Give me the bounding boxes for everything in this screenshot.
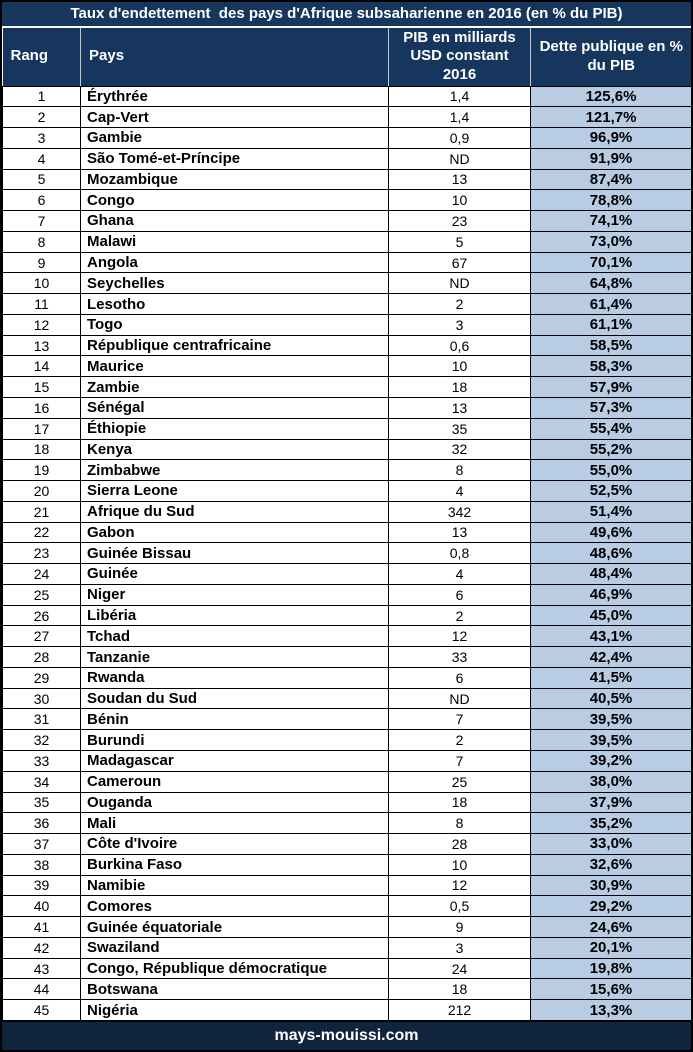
debt-cell: 45,0% — [531, 605, 692, 626]
rank-cell: 37 — [3, 834, 81, 855]
table-row — [3, 231, 692, 252]
country-cell: Tanzanie — [81, 647, 389, 668]
gdp-cell: 32 — [389, 439, 531, 460]
table-row — [3, 647, 692, 668]
country-cell: Ouganda — [81, 792, 389, 813]
debt-cell: 96,9% — [531, 128, 692, 149]
gdp-cell: 4 — [389, 481, 531, 502]
table-row — [3, 211, 692, 232]
rank-cell: 21 — [3, 501, 81, 522]
country-cell: Cap-Vert — [81, 107, 389, 128]
table-row — [3, 958, 692, 979]
gdp-cell: 13 — [389, 522, 531, 543]
debt-cell: 64,8% — [531, 273, 692, 294]
gdp-cell: 1,4 — [389, 107, 531, 128]
country-cell: Côte d'Ivoire — [81, 834, 389, 855]
table-row — [3, 979, 692, 1000]
column-header-gdp: PIB en milliards USD constant 2016 — [389, 28, 531, 86]
rank-cell: 28 — [3, 647, 81, 668]
country-cell: Afrique du Sud — [81, 501, 389, 522]
rank-cell: 26 — [3, 605, 81, 626]
column-header-debt: Dette publique en % du PIB — [531, 28, 692, 86]
country-cell: Niger — [81, 584, 389, 605]
country-cell: Guinée Bissau — [81, 543, 389, 564]
debt-cell: 32,6% — [531, 854, 692, 875]
debt-cell: 125,6% — [531, 86, 692, 107]
rank-cell: 2 — [3, 107, 81, 128]
table-row — [3, 751, 692, 772]
table-row — [3, 128, 692, 149]
gdp-cell: ND — [389, 688, 531, 709]
table-row — [3, 667, 692, 688]
country-cell: Rwanda — [81, 667, 389, 688]
debt-cell: 13,3% — [531, 1000, 692, 1021]
gdp-cell: 2 — [389, 605, 531, 626]
rank-cell: 19 — [3, 460, 81, 481]
gdp-cell: 0,9 — [389, 128, 531, 149]
country-cell: Guinée — [81, 564, 389, 585]
rank-cell: 31 — [3, 709, 81, 730]
debt-cell: 46,9% — [531, 584, 692, 605]
rank-cell: 45 — [3, 1000, 81, 1021]
gdp-cell: 10 — [389, 854, 531, 875]
table-row — [3, 1000, 692, 1021]
rank-cell: 18 — [3, 439, 81, 460]
country-cell: Malawi — [81, 231, 389, 252]
rank-cell: 29 — [3, 667, 81, 688]
rank-cell: 22 — [3, 522, 81, 543]
gdp-cell: 5 — [389, 231, 531, 252]
debt-cell: 39,5% — [531, 709, 692, 730]
table-row — [3, 875, 692, 896]
gdp-cell: ND — [389, 273, 531, 294]
country-cell: Swaziland — [81, 937, 389, 958]
table-title: Taux d'endettement des pays d'Afrique subsaharienne en 2016 (en % du PIB) — [2, 2, 691, 28]
debt-cell: 58,5% — [531, 335, 692, 356]
rank-cell: 33 — [3, 751, 81, 772]
debt-cell: 58,3% — [531, 356, 692, 377]
gdp-cell: 7 — [389, 709, 531, 730]
country-cell: Mozambique — [81, 169, 389, 190]
country-cell: Comores — [81, 896, 389, 917]
rank-cell: 32 — [3, 730, 81, 751]
debt-cell: 61,4% — [531, 294, 692, 315]
rank-cell: 44 — [3, 979, 81, 1000]
gdp-cell: 8 — [389, 460, 531, 481]
debt-cell: 38,0% — [531, 771, 692, 792]
country-cell: Madagascar — [81, 751, 389, 772]
debt-cell: 55,4% — [531, 418, 692, 439]
rank-cell: 34 — [3, 771, 81, 792]
rank-cell: 38 — [3, 854, 81, 875]
country-cell: Namibie — [81, 875, 389, 896]
country-cell: Zambie — [81, 377, 389, 398]
rank-cell: 7 — [3, 211, 81, 232]
table-row — [3, 148, 692, 169]
debt-cell: 42,4% — [531, 647, 692, 668]
country-cell: Guinée équatoriale — [81, 917, 389, 938]
rank-cell: 25 — [3, 584, 81, 605]
debt-cell: 87,4% — [531, 169, 692, 190]
table-row — [3, 813, 692, 834]
table-row — [3, 896, 692, 917]
debt-cell: 49,6% — [531, 522, 692, 543]
table-row — [3, 397, 692, 418]
country-cell: Ghana — [81, 211, 389, 232]
country-cell: Sénégal — [81, 397, 389, 418]
rank-cell: 6 — [3, 190, 81, 211]
table-row — [3, 252, 692, 273]
rank-cell: 23 — [3, 543, 81, 564]
gdp-cell: ND — [389, 148, 531, 169]
debt-cell: 29,2% — [531, 896, 692, 917]
rank-cell: 15 — [3, 377, 81, 398]
country-cell: Togo — [81, 314, 389, 335]
country-cell: Seychelles — [81, 273, 389, 294]
table-row — [3, 709, 692, 730]
table-row — [3, 418, 692, 439]
country-cell: Mali — [81, 813, 389, 834]
gdp-cell: 13 — [389, 397, 531, 418]
country-cell: Botswana — [81, 979, 389, 1000]
gdp-cell: 23 — [389, 211, 531, 232]
rank-cell: 8 — [3, 231, 81, 252]
gdp-cell: 10 — [389, 356, 531, 377]
table-row — [3, 107, 692, 128]
rank-cell: 9 — [3, 252, 81, 273]
debt-cell: 35,2% — [531, 813, 692, 834]
gdp-cell: 10 — [389, 190, 531, 211]
debt-cell: 61,1% — [531, 314, 692, 335]
country-cell: Kenya — [81, 439, 389, 460]
debt-cell: 15,6% — [531, 979, 692, 1000]
debt-cell: 48,4% — [531, 564, 692, 585]
debt-cell: 24,6% — [531, 917, 692, 938]
gdp-cell: 24 — [389, 958, 531, 979]
rank-cell: 41 — [3, 917, 81, 938]
rank-cell: 27 — [3, 626, 81, 647]
gdp-cell: 12 — [389, 626, 531, 647]
gdp-cell: 212 — [389, 1000, 531, 1021]
gdp-cell: 0,5 — [389, 896, 531, 917]
country-cell: Congo — [81, 190, 389, 211]
table-row — [3, 294, 692, 315]
gdp-cell: 6 — [389, 584, 531, 605]
table-row — [3, 854, 692, 875]
country-cell: Burundi — [81, 730, 389, 751]
data-table — [2, 28, 692, 1021]
country-cell: São Tomé-et-Príncipe — [81, 148, 389, 169]
gdp-cell: 4 — [389, 564, 531, 585]
rank-cell: 30 — [3, 688, 81, 709]
table-row — [3, 86, 692, 107]
rank-cell: 12 — [3, 314, 81, 335]
gdp-cell: 2 — [389, 294, 531, 315]
rank-cell: 13 — [3, 335, 81, 356]
country-cell: Congo, République démocratique — [81, 958, 389, 979]
table-row — [3, 917, 692, 938]
gdp-cell: 18 — [389, 792, 531, 813]
country-cell: Éthiopie — [81, 418, 389, 439]
rank-cell: 39 — [3, 875, 81, 896]
debt-cell: 39,5% — [531, 730, 692, 751]
table-row — [3, 834, 692, 855]
country-cell: Angola — [81, 252, 389, 273]
rank-cell: 24 — [3, 564, 81, 585]
table-row — [3, 626, 692, 647]
country-cell: Sierra Leone — [81, 481, 389, 502]
gdp-cell: 342 — [389, 501, 531, 522]
gdp-cell: 1,4 — [389, 86, 531, 107]
debt-cell: 51,4% — [531, 501, 692, 522]
gdp-cell: 13 — [389, 169, 531, 190]
column-header-country: Pays — [81, 28, 389, 86]
table-row — [3, 169, 692, 190]
rank-cell: 40 — [3, 896, 81, 917]
table-row — [3, 356, 692, 377]
gdp-cell: 12 — [389, 875, 531, 896]
table-row — [3, 730, 692, 751]
table-row — [3, 543, 692, 564]
rank-cell: 20 — [3, 481, 81, 502]
debt-cell: 41,5% — [531, 667, 692, 688]
debt-cell: 30,9% — [531, 875, 692, 896]
rank-cell: 17 — [3, 418, 81, 439]
gdp-cell: 35 — [389, 418, 531, 439]
debt-cell: 39,2% — [531, 751, 692, 772]
debt-cell: 55,2% — [531, 439, 692, 460]
rank-cell: 43 — [3, 958, 81, 979]
country-cell: Nigéria — [81, 1000, 389, 1021]
table-row — [3, 335, 692, 356]
debt-cell: 73,0% — [531, 231, 692, 252]
debt-cell: 74,1% — [531, 211, 692, 232]
rank-cell: 5 — [3, 169, 81, 190]
country-cell: Bénin — [81, 709, 389, 730]
column-header-rank: Rang — [3, 28, 81, 86]
rank-cell: 3 — [3, 128, 81, 149]
gdp-cell: 3 — [389, 314, 531, 335]
table-row — [3, 522, 692, 543]
rank-cell: 35 — [3, 792, 81, 813]
table-row — [3, 460, 692, 481]
gdp-cell: 18 — [389, 979, 531, 1000]
gdp-cell: 9 — [389, 917, 531, 938]
country-cell: Soudan du Sud — [81, 688, 389, 709]
table-row — [3, 273, 692, 294]
country-cell: Tchad — [81, 626, 389, 647]
table-row — [3, 481, 692, 502]
rank-cell: 16 — [3, 397, 81, 418]
table-row — [3, 564, 692, 585]
table-row — [3, 190, 692, 211]
table-row — [3, 377, 692, 398]
table-row — [3, 501, 692, 522]
country-cell: Libéria — [81, 605, 389, 626]
table-body — [3, 86, 692, 1021]
table-row — [3, 314, 692, 335]
debt-cell: 37,9% — [531, 792, 692, 813]
table-row — [3, 937, 692, 958]
debt-cell: 121,7% — [531, 107, 692, 128]
debt-cell: 70,1% — [531, 252, 692, 273]
debt-cell: 20,1% — [531, 937, 692, 958]
debt-cell: 43,1% — [531, 626, 692, 647]
gdp-cell: 3 — [389, 937, 531, 958]
gdp-cell: 28 — [389, 834, 531, 855]
debt-cell: 40,5% — [531, 688, 692, 709]
gdp-cell: 6 — [389, 667, 531, 688]
rank-cell: 4 — [3, 148, 81, 169]
country-cell: Érythrée — [81, 86, 389, 107]
rank-cell: 42 — [3, 937, 81, 958]
table-row — [3, 688, 692, 709]
rank-cell: 36 — [3, 813, 81, 834]
rank-cell: 14 — [3, 356, 81, 377]
table-row — [3, 605, 692, 626]
country-cell: Gabon — [81, 522, 389, 543]
debt-cell: 78,8% — [531, 190, 692, 211]
debt-cell: 57,9% — [531, 377, 692, 398]
gdp-cell: 25 — [389, 771, 531, 792]
debt-cell: 57,3% — [531, 397, 692, 418]
table-row — [3, 771, 692, 792]
country-cell: Zimbabwe — [81, 460, 389, 481]
gdp-cell: 8 — [389, 813, 531, 834]
debt-cell: 48,6% — [531, 543, 692, 564]
table-header — [3, 28, 692, 86]
source-credit: mays-mouissi.com — [2, 1021, 691, 1050]
rank-cell: 1 — [3, 86, 81, 107]
gdp-cell: 18 — [389, 377, 531, 398]
country-cell: Burkina Faso — [81, 854, 389, 875]
debt-cell: 55,0% — [531, 460, 692, 481]
debt-cell: 33,0% — [531, 834, 692, 855]
table-row — [3, 439, 692, 460]
gdp-cell: 2 — [389, 730, 531, 751]
rank-cell: 11 — [3, 294, 81, 315]
gdp-cell: 0,8 — [389, 543, 531, 564]
country-cell: Gambie — [81, 128, 389, 149]
country-cell: République centrafricaine — [81, 335, 389, 356]
country-cell: Maurice — [81, 356, 389, 377]
table-row — [3, 584, 692, 605]
gdp-cell: 67 — [389, 252, 531, 273]
country-cell: Cameroun — [81, 771, 389, 792]
debt-cell: 52,5% — [531, 481, 692, 502]
debt-cell: 19,8% — [531, 958, 692, 979]
gdp-cell: 33 — [389, 647, 531, 668]
table-row — [3, 792, 692, 813]
gdp-cell: 0,6 — [389, 335, 531, 356]
debt-cell: 91,9% — [531, 148, 692, 169]
gdp-cell: 7 — [389, 751, 531, 772]
country-cell: Lesotho — [81, 294, 389, 315]
rank-cell: 10 — [3, 273, 81, 294]
